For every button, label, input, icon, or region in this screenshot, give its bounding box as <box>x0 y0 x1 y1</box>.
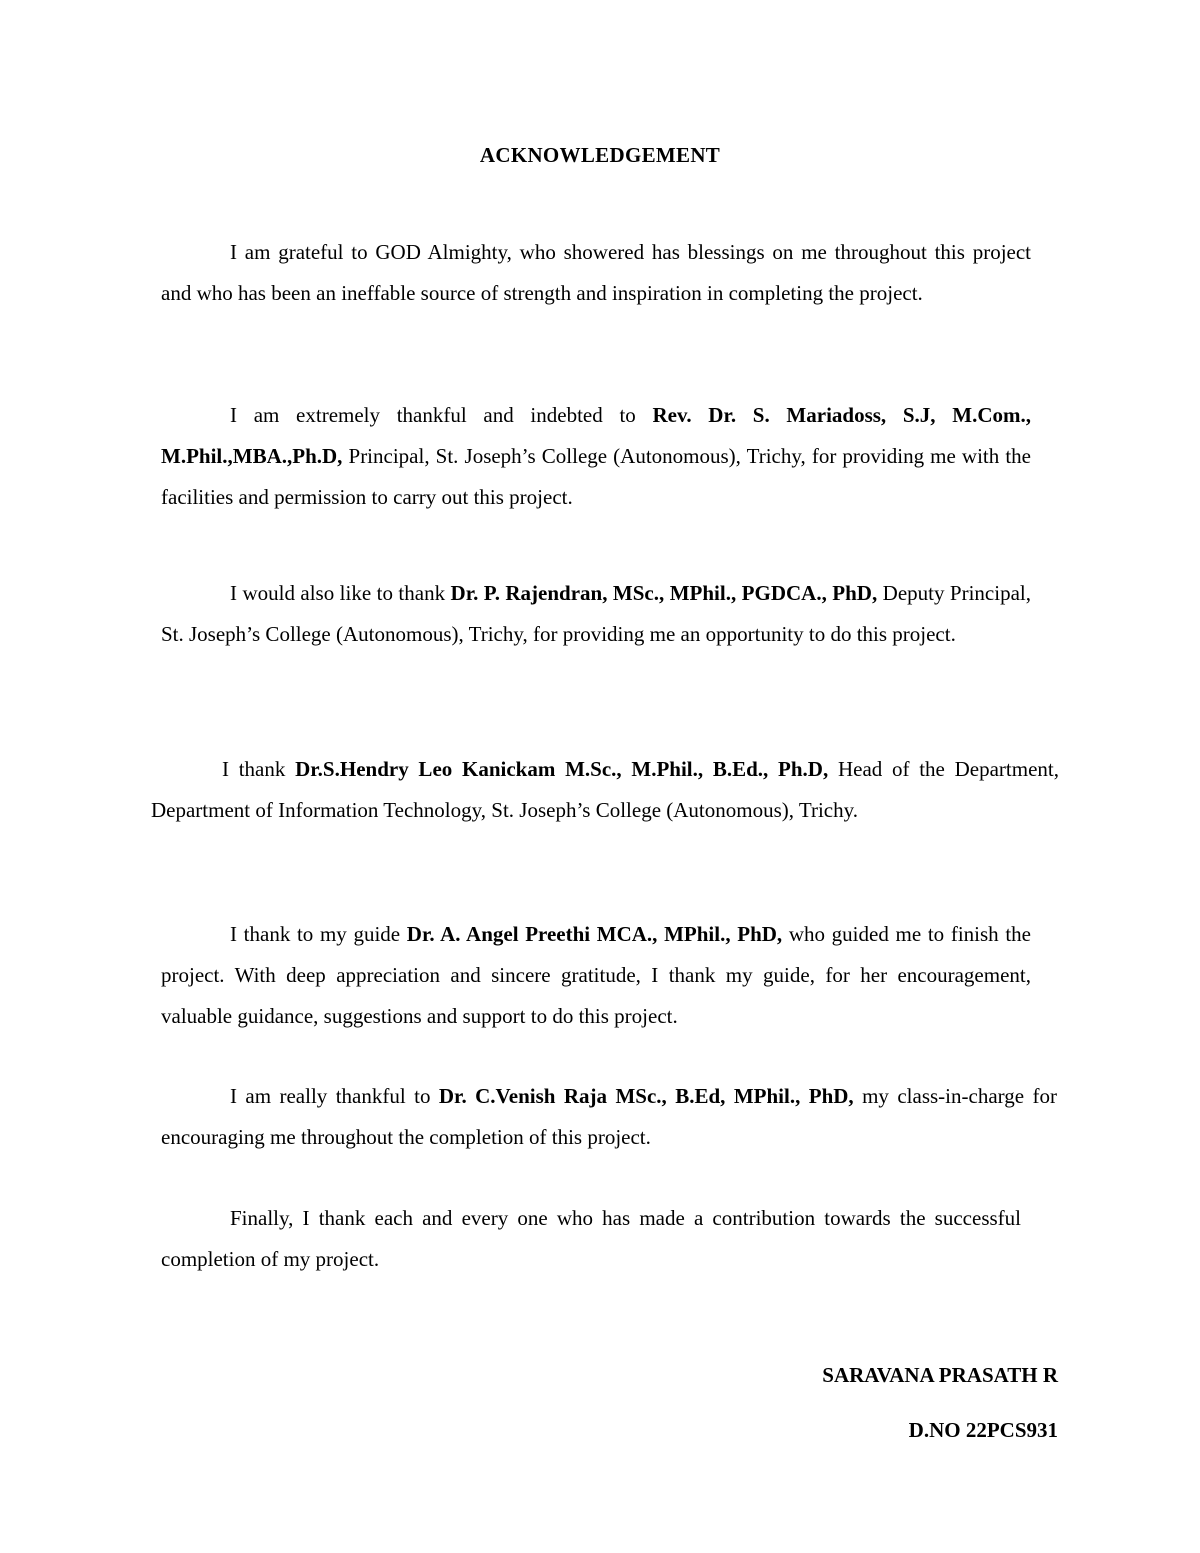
paragraph-text-before: I am really thankful to <box>230 1084 439 1108</box>
paragraph-head-of-department <box>151 749 1059 831</box>
paragraph-final-thanks <box>161 1198 1021 1280</box>
paragraph-text-before: I thank <box>222 757 296 781</box>
paragraph-text: I am grateful to GOD Almighty, who showered has blessings on me throughout this project and who has been an ineffable source of strength and inspiration in completing the project. <box>161 240 1031 305</box>
paragraph-gratitude-god <box>161 232 1031 314</box>
paragraph-principal <box>161 395 1031 518</box>
paragraph-text-after: Deputy Principal, St. Joseph’s College (Autonomous), Trichy, for providing me an opportunity to do this project. <box>161 581 1031 646</box>
signature-name: SARAVANA PRASATH R <box>822 1363 1058 1387</box>
paragraph-text-before: I would also like to thank <box>230 581 451 605</box>
paragraph-deputy-principal <box>161 573 1031 655</box>
class-in-charge-name: Dr. C.Venish Raja MSc., B.Ed, MPhil., PhD, <box>438 1084 854 1108</box>
guide-name: Dr. A. Angel Preethi MCA., MPhil., PhD, <box>406 922 783 946</box>
signature-dno: D.NO 22PCS931 <box>908 1418 1058 1442</box>
principal-name: Rev. Dr. S. Mariadoss, S.J, M.Com., M.Phil.,MBA.,Ph.D, <box>161 403 1031 468</box>
page-title: ACKNOWLEDGEMENT <box>479 143 721 167</box>
paragraph-text-after: my class-in-charge for encouraging me throughout the completion of this project. <box>161 1084 1057 1149</box>
paragraph-text: Finally, I thank each and every one who has made a contribution towards the successful completion of my project. <box>161 1206 1021 1271</box>
hod-name: Dr.S.Hendry Leo Kanickam M.Sc., M.Phil., B.Ed., Ph.D, <box>295 757 829 781</box>
paragraph-text-after: Head of the Department, Department of Information Technology, St. Joseph’s College (Autonomous), Trichy. <box>151 757 1059 822</box>
paragraph-text-after: who guided me to finish the project. With deep appreciation and sincere gratitude, I thank my guide, for her encouragement, valuable guidance, suggestions and support to do this project. <box>161 922 1031 1028</box>
paragraph-text-before: I thank to my guide <box>230 922 407 946</box>
deputy-principal-name: Dr. P. Rajendran, MSc., MPhil., PGDCA., PhD, <box>450 581 878 605</box>
paragraph-text-before: I am extremely thankful and indebted to <box>230 403 653 427</box>
paragraph-guide <box>161 914 1031 1037</box>
paragraph-text-after: Principal, St. Joseph’s College (Autonomous), Trichy, for providing me with the facilities and permission to carry out this project. <box>161 444 1031 509</box>
paragraph-class-in-charge <box>161 1076 1057 1158</box>
